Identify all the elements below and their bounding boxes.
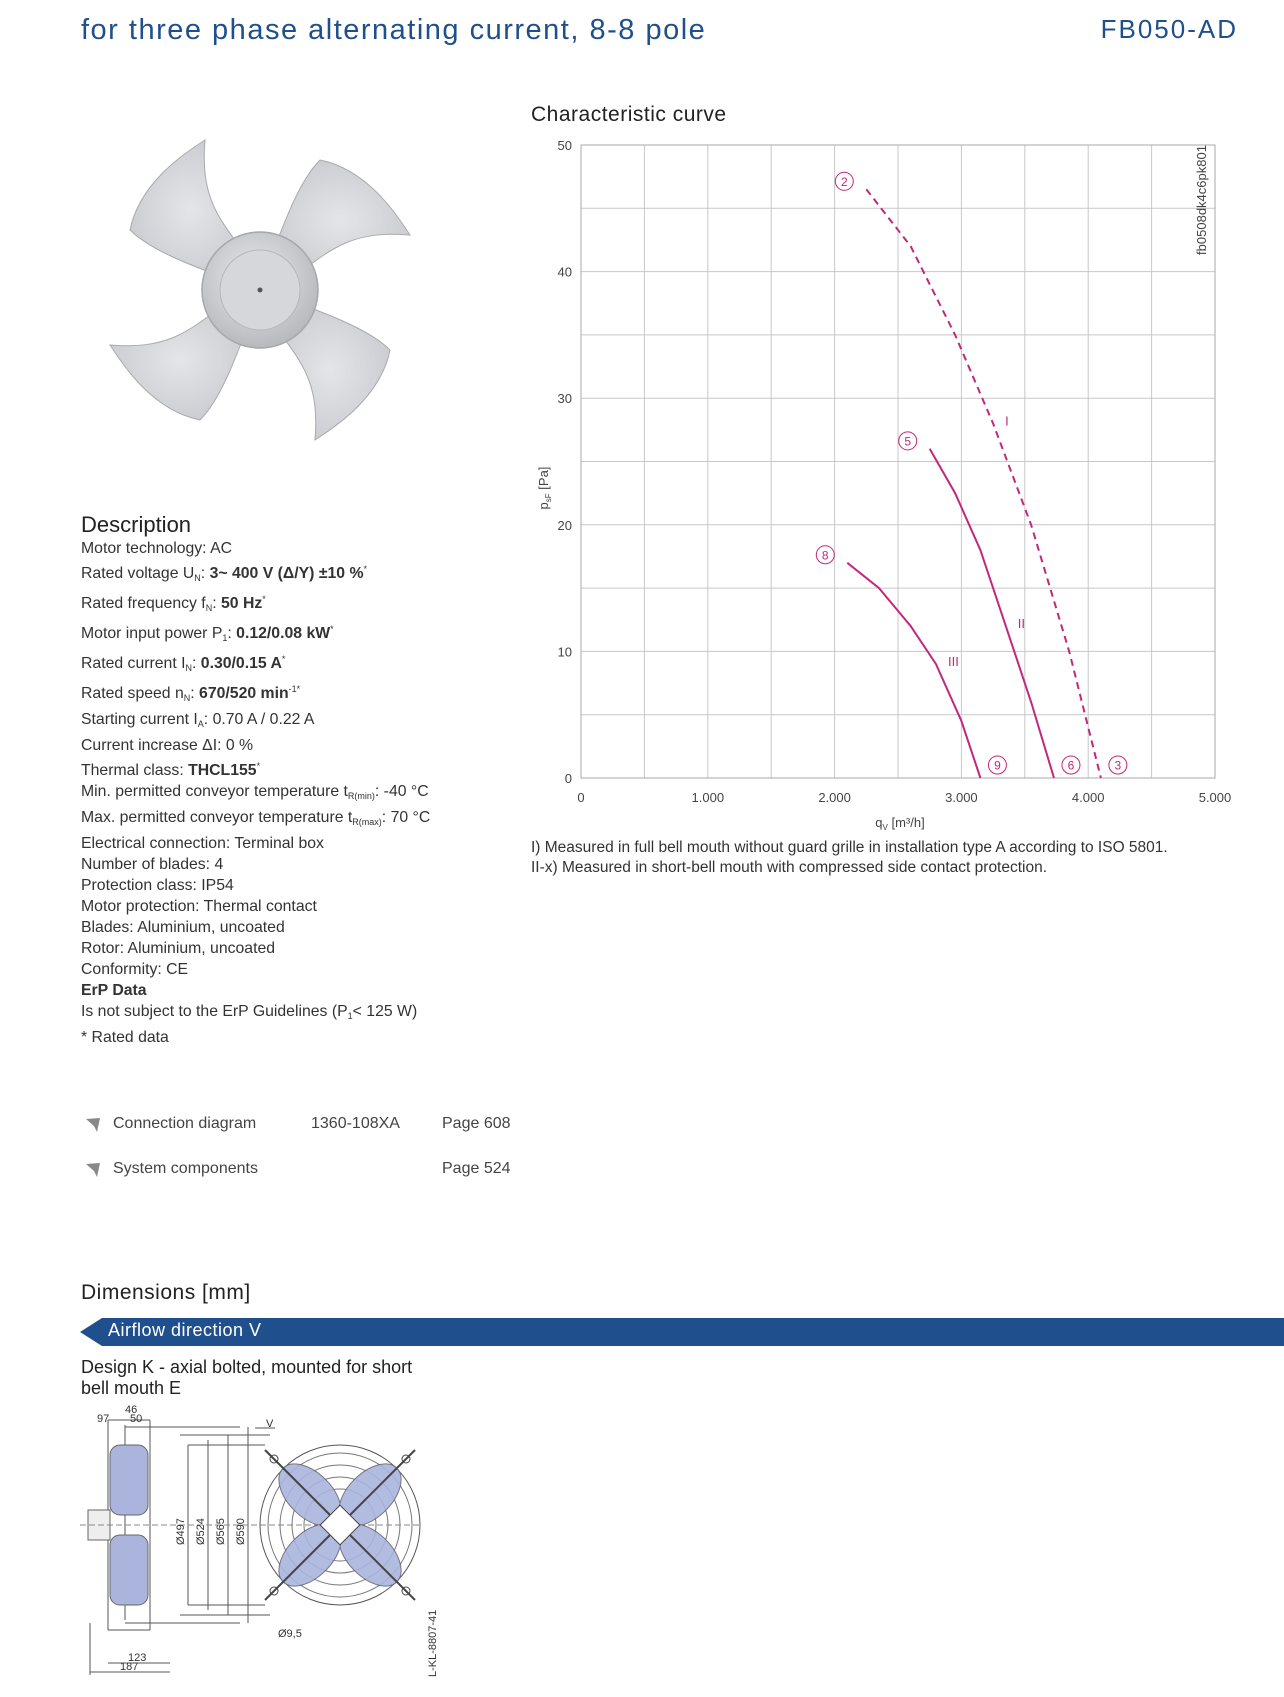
chart-grid	[581, 145, 1215, 778]
dimension-drawing	[80, 1405, 480, 1685]
curve-start-marker-label: 5	[904, 434, 912, 449]
x-axis-label: $q_V$ [m³/h]	[875, 815, 925, 832]
dim-123: 123	[128, 1652, 147, 1664]
protection-class: Protection class: IP54	[81, 877, 234, 894]
x-tick-label: 1.000	[691, 790, 725, 805]
note-1: I) Measured in full bell mouth without guard grille in installation type A according to ISO 5801.	[531, 839, 1168, 856]
y-tick-label: 50	[557, 138, 572, 153]
link-page[interactable]: Page 524	[442, 1160, 511, 1177]
dim-v: V	[266, 1418, 274, 1430]
y-tick-label: 30	[557, 391, 572, 407]
link-code: 1360-108XA	[311, 1115, 400, 1132]
x-tick-label: 4.000	[1071, 790, 1105, 805]
y-tick-label: 40	[557, 264, 572, 280]
curve-start-marker-label: 8	[821, 548, 829, 563]
curve-series-label: III	[948, 654, 959, 670]
number-of-blades: Number of blades: 4	[81, 856, 224, 873]
rated-current: Rated current $I_N$: 0.30/0.15 A*	[81, 654, 286, 673]
rated-data-note: * Rated data	[81, 1029, 169, 1046]
dimensions-heading: Dimensions [mm]	[81, 1281, 251, 1304]
characteristic-curve-chart	[520, 130, 1260, 840]
curve-series-label: II	[1017, 616, 1026, 632]
dim-524: Ø524	[195, 1518, 207, 1545]
max-conveyor-temp: Max. permitted conveyor temperature $t_{R(max)}$: 70 °C	[81, 809, 431, 827]
y-tick-label: 20	[557, 517, 572, 533]
airflow-direction-label: Airflow direction V	[108, 1320, 262, 1340]
page-title: for three phase alternating current, 8-8 pole	[81, 14, 707, 46]
y-tick-label: 10	[557, 644, 572, 660]
dim-hole: Ø9,5	[278, 1628, 302, 1640]
curve-I	[866, 189, 1101, 778]
x-tick-label: 0	[577, 790, 585, 805]
link-label: Connection diagram	[113, 1115, 257, 1132]
x-tick-label: 3.000	[945, 790, 978, 805]
rated-voltage: Rated voltage $U_N$: 3~ 400 V (Δ/Y) ±10 %*	[81, 564, 368, 583]
motor-technology: Motor technology: AC	[81, 540, 233, 557]
motor-input-power: Motor input power $P_1$: 0.12/0.08 kW*	[81, 624, 334, 643]
curve-end-marker-label: 9	[994, 758, 1001, 773]
dim-590: Ø590	[235, 1518, 247, 1545]
chart-side-code: fb0508dk4c6pk801	[1194, 145, 1209, 255]
note-2: II-x) Measured in short-bell mouth with compressed side contact protection.	[531, 859, 1048, 876]
conformity: Conformity: CE	[81, 961, 189, 978]
rated-speed: Rated speed $n_N$: 670/520 $\min^{-1*}$	[81, 684, 301, 703]
current-increase: Current increase ΔI: 0 %	[81, 737, 254, 754]
dim-97: 97	[97, 1413, 110, 1425]
dim-497: Ø497	[175, 1518, 187, 1545]
chart-ticks	[558, 138, 1232, 805]
fan-product-image	[70, 100, 450, 480]
electrical-connection: Electrical connection: Terminal box	[81, 835, 324, 852]
x-tick-label: 5.000	[1198, 790, 1232, 805]
dim-187: 187	[120, 1661, 139, 1673]
chart-curves	[816, 172, 1127, 778]
chart-title: Characteristic curve	[531, 103, 727, 126]
drawing-code: L-KL-8807-41	[427, 1609, 439, 1677]
rotor-material: Rotor: Aluminium, uncoated	[81, 940, 276, 957]
erp-text: Is not subject to the ErP Guidelines ($P_1< 125$ W)	[81, 1003, 418, 1021]
dim-46: 46	[125, 1405, 138, 1416]
curve-start-marker-label: 2	[840, 174, 848, 189]
dim-565: Ø565	[215, 1518, 227, 1545]
model-code: FB050-AD	[1100, 14, 1238, 44]
starting-current: Starting current $I_A$: 0.70 A / 0.22 A	[81, 711, 315, 729]
description-list	[81, 538, 430, 1048]
curve-II	[930, 449, 1054, 778]
curve-series-label: I	[1005, 413, 1009, 429]
y-tick-label: 0	[564, 771, 572, 786]
blades-material: Blades: Aluminium, uncoated	[81, 919, 285, 936]
curve-end-marker-label: 6	[1067, 758, 1075, 773]
dim-50: 50	[130, 1413, 143, 1425]
curve-end-marker-label: 3	[1114, 758, 1122, 773]
thermal-class: Thermal class: THCL155*	[81, 761, 261, 779]
y-axis-label: $p_{sF}$ [Pa]	[536, 466, 553, 510]
chart-notes	[531, 838, 1168, 878]
motor-protection: Motor protection: Thermal contact	[81, 898, 317, 915]
description-heading: Description	[81, 512, 192, 537]
min-conveyor-temp: Min. permitted conveyor temperature $t_{R(min)}$: -40 °C	[81, 783, 429, 801]
link-label: System components	[113, 1160, 258, 1177]
x-tick-label: 2.000	[818, 790, 851, 805]
curve-III	[847, 563, 980, 778]
arrow-icon	[85, 1162, 101, 1178]
erp-heading: ErP Data	[81, 982, 147, 999]
rated-frequency: Rated frequency $f_N$: 50 Hz*	[81, 594, 266, 613]
link-page[interactable]: Page 608	[442, 1115, 511, 1132]
design-label: Design K - axial bolted, mounted for short bell mouth E	[81, 1357, 413, 1398]
arrow-icon	[85, 1117, 101, 1133]
